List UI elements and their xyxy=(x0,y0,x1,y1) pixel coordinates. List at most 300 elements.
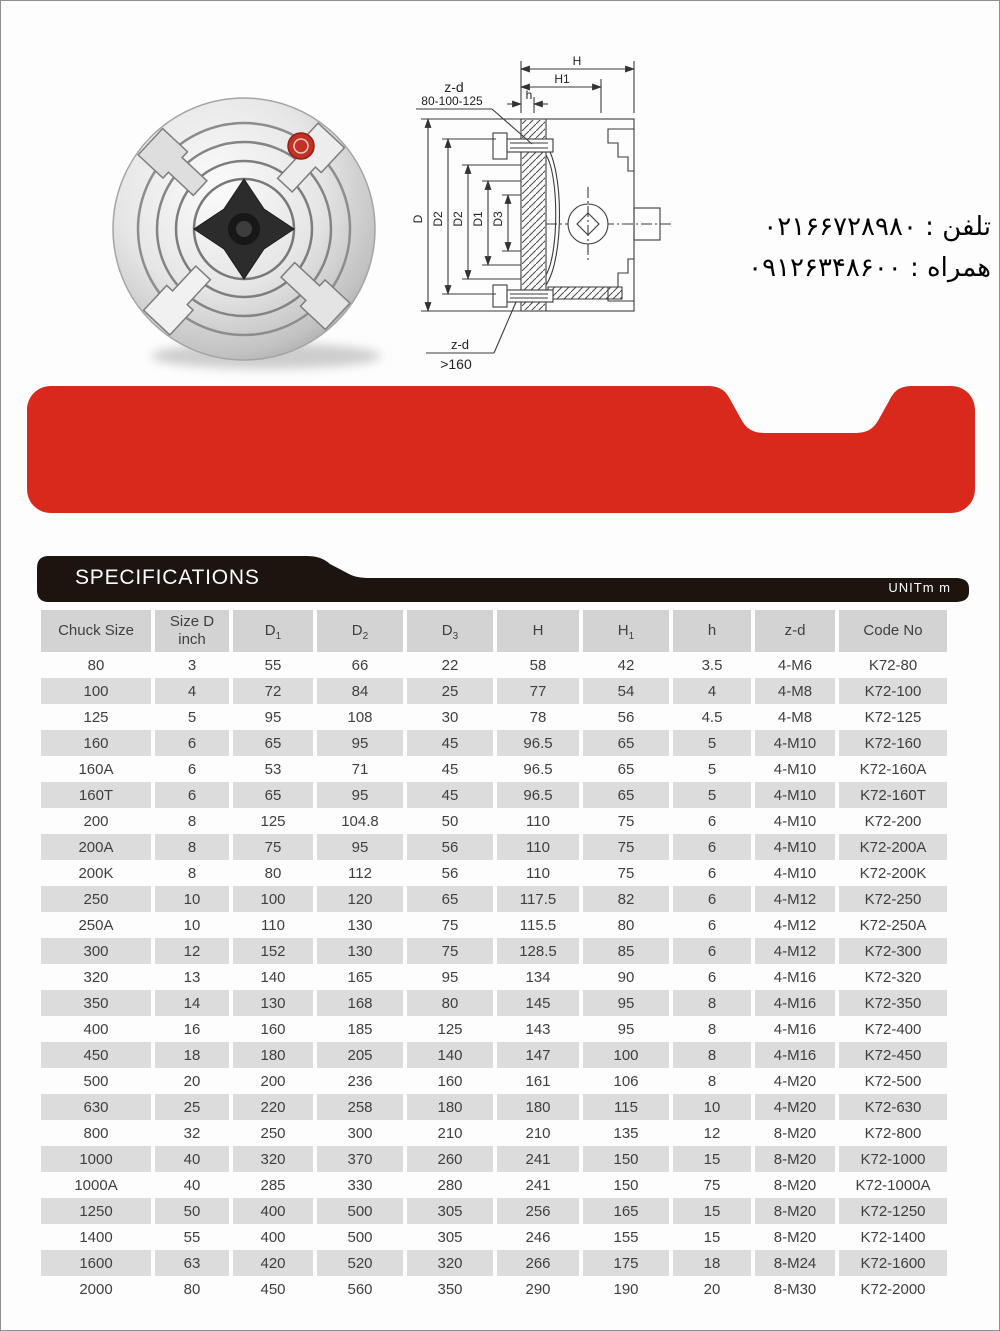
dim-label-D2b: D2 xyxy=(451,211,465,227)
table-cell: 250 xyxy=(260,1124,286,1142)
table-row xyxy=(41,782,947,808)
table-cell: 80 xyxy=(183,1280,201,1298)
table-cell: 330 xyxy=(347,1176,373,1194)
table-cell: 4-M20 xyxy=(773,1072,817,1090)
table-cell: 4-M10 xyxy=(773,864,817,882)
table-cell: 95 xyxy=(317,782,403,808)
table-row xyxy=(41,756,947,782)
table-row xyxy=(41,1016,947,1042)
table-cell: 65 xyxy=(233,730,313,756)
table-cell: 400 xyxy=(233,1198,313,1224)
table-cell: 50 xyxy=(155,1198,229,1224)
table-cell: 250 xyxy=(41,886,151,912)
table-cell: 4-M16 xyxy=(773,968,817,986)
spec-table-head-row xyxy=(41,610,947,652)
table-cell: 10 xyxy=(155,886,229,912)
table-cell: 168 xyxy=(317,990,403,1016)
table-cell: 63 xyxy=(155,1250,229,1276)
table-cell: 140 xyxy=(407,1042,493,1068)
table-cell: 220 xyxy=(233,1094,313,1120)
table-cell: 96.5 xyxy=(497,730,579,756)
table-cell: 500 xyxy=(83,1072,109,1090)
dim-label-D1: D1 xyxy=(471,211,485,227)
table-cell: 42 xyxy=(617,656,635,674)
table-cell: 165 xyxy=(583,1198,669,1224)
dim-label-H: H xyxy=(572,54,582,68)
table-cell: 150 xyxy=(583,1146,669,1172)
table-cell: 53 xyxy=(264,760,282,778)
table-cell: 4-M10 xyxy=(755,782,835,808)
table-cell: 12 xyxy=(703,1124,721,1142)
table-cell: 210 xyxy=(525,1124,551,1142)
table-cell: 110 xyxy=(261,916,285,934)
table-cell: 260 xyxy=(407,1146,493,1172)
column-header: $D_2$ xyxy=(317,610,403,652)
table-cell: K72-125 xyxy=(864,708,922,726)
table-cell: 180 xyxy=(233,1042,313,1068)
table-cell: K72-500 xyxy=(864,1072,922,1090)
table-cell: 400 xyxy=(83,1020,109,1038)
table-row xyxy=(41,912,947,938)
red-banner xyxy=(27,386,975,513)
table-cell: 108 xyxy=(347,708,373,726)
column-header: $D_3$ xyxy=(407,610,493,652)
table-cell: 4-M16 xyxy=(755,1042,835,1068)
table-cell: 165 xyxy=(347,968,373,986)
table-cell: 95 xyxy=(317,834,403,860)
dim-label-D2a: D2 xyxy=(431,211,445,227)
table-cell: 65 xyxy=(233,782,313,808)
table-row xyxy=(41,1224,947,1250)
table-cell: 140 xyxy=(260,968,286,986)
table-cell: 14 xyxy=(155,990,229,1016)
table-cell: 6 xyxy=(155,730,229,756)
table-cell: K72-1250 xyxy=(839,1198,947,1224)
table-cell: 13 xyxy=(183,968,201,986)
table-cell: 6 xyxy=(187,760,197,778)
table-cell: 110 xyxy=(526,864,550,882)
table-cell: 450 xyxy=(260,1280,286,1298)
table-row xyxy=(41,834,947,860)
red-banner-shape xyxy=(27,386,975,513)
table-cell: 75 xyxy=(583,834,669,860)
table-row xyxy=(41,808,947,834)
dim-label-zd-bottom: z-d xyxy=(450,337,470,352)
table-cell: 350 xyxy=(41,990,151,1016)
table-cell: 500 xyxy=(317,1198,403,1224)
column-header: $H_1$ xyxy=(583,610,669,652)
table-cell: K72-320 xyxy=(864,968,922,986)
table-cell: 8-M30 xyxy=(773,1280,817,1298)
table-cell: 143 xyxy=(525,1020,551,1038)
table-cell: 160 xyxy=(437,1072,463,1090)
table-cell: 58 xyxy=(529,656,547,674)
table-cell: 120 xyxy=(317,886,403,912)
table-cell: 320 xyxy=(83,968,109,986)
table-cell: 305 xyxy=(407,1198,493,1224)
column-header: $D_1$ xyxy=(233,610,313,652)
table-cell: 305 xyxy=(437,1228,463,1246)
table-cell: 236 xyxy=(347,1072,373,1090)
table-cell: 125 xyxy=(83,708,109,726)
table-cell: K72-1600 xyxy=(839,1250,947,1276)
table-cell: 520 xyxy=(317,1250,403,1276)
table-cell: 100 xyxy=(233,886,313,912)
table-cell: K72-160 xyxy=(839,730,947,756)
table-cell: 15 xyxy=(673,1146,751,1172)
table-cell: 125 xyxy=(260,812,286,830)
table-cell: 4 xyxy=(673,678,751,704)
table-row xyxy=(41,652,947,678)
table-cell: 1000 xyxy=(41,1146,151,1172)
table-cell: 4-M12 xyxy=(755,886,835,912)
dim-label-H1: H1 xyxy=(554,72,570,86)
table-cell: 8 xyxy=(673,1042,751,1068)
table-row xyxy=(41,938,947,964)
table-cell: 15 xyxy=(673,1198,751,1224)
table-cell: 258 xyxy=(317,1094,403,1120)
table-cell: 6 xyxy=(707,916,717,934)
mobile-line: همراه : ۰۹۱۲۶۳۴۸۶۰۰ xyxy=(748,253,991,283)
table-cell: 6 xyxy=(673,938,751,964)
table-cell: 300 xyxy=(41,938,151,964)
table-cell: 95 xyxy=(583,990,669,1016)
table-cell: 104.8 xyxy=(341,812,379,830)
table-cell: 100 xyxy=(583,1042,669,1068)
table-cell: 50 xyxy=(441,812,459,830)
table-cell: 160A xyxy=(78,760,114,778)
table-cell: 266 xyxy=(497,1250,579,1276)
table-cell: 6 xyxy=(155,782,229,808)
table-cell: 95 xyxy=(317,730,403,756)
column-header: Chuck Size xyxy=(41,610,151,652)
table-row xyxy=(41,678,947,704)
table-cell: 147 xyxy=(497,1042,579,1068)
table-cell: 65 xyxy=(407,886,493,912)
table-cell: 190 xyxy=(613,1280,639,1298)
table-cell: 125 xyxy=(437,1020,463,1038)
table-cell: 71 xyxy=(351,760,369,778)
table-cell: 450 xyxy=(41,1042,151,1068)
table-cell: 500 xyxy=(347,1228,373,1246)
table-cell: 205 xyxy=(317,1042,403,1068)
table-cell: 75 xyxy=(233,834,313,860)
table-cell: 6 xyxy=(707,812,717,830)
table-cell: 5 xyxy=(707,760,717,778)
table-cell: K72-2000 xyxy=(860,1280,926,1298)
table-cell: 8-M20 xyxy=(773,1228,817,1246)
table-cell: 152 xyxy=(233,938,313,964)
table-row xyxy=(41,1172,947,1198)
table-cell: 115 xyxy=(583,1094,669,1120)
column-header: H xyxy=(497,610,579,652)
table-cell: 18 xyxy=(673,1250,751,1276)
table-cell: 630 xyxy=(41,1094,151,1120)
table-cell: 160T xyxy=(41,782,151,808)
table-cell: 135 xyxy=(613,1124,639,1142)
table-cell: K72-200 xyxy=(864,812,922,830)
table-cell: 8 xyxy=(707,1072,717,1090)
table-cell: 80 xyxy=(617,916,635,934)
table-row xyxy=(41,1146,947,1172)
table-row xyxy=(41,1042,947,1068)
table-cell: 4-M16 xyxy=(755,990,835,1016)
column-header: Size D inch xyxy=(155,610,229,652)
table-cell: K72-250A xyxy=(859,916,927,934)
table-cell: 84 xyxy=(317,678,403,704)
table-cell: 110 xyxy=(526,812,550,830)
table-row xyxy=(41,1094,947,1120)
table-cell: 4-M10 xyxy=(773,760,817,778)
table-cell: K72-160T xyxy=(839,782,947,808)
table-cell: 560 xyxy=(347,1280,373,1298)
table-cell: 117.5 xyxy=(497,886,579,912)
table-cell: 3 xyxy=(187,656,197,674)
table-cell: 185 xyxy=(347,1020,373,1038)
table-cell: 56 xyxy=(617,708,635,726)
table-cell: 75 xyxy=(703,1176,721,1194)
table-cell: 4 xyxy=(155,678,229,704)
table-row xyxy=(41,1276,947,1302)
table-cell: 110 xyxy=(497,834,579,860)
table-cell: 5 xyxy=(673,782,751,808)
spec-table-wrap xyxy=(37,610,951,1302)
table-cell: 130 xyxy=(317,938,403,964)
column-header: Code No xyxy=(839,610,947,652)
dim-label-h: h xyxy=(525,88,533,102)
unit-label: UNITm m xyxy=(888,580,951,595)
table-cell: 130 xyxy=(233,990,313,1016)
table-cell: 4-M10 xyxy=(755,730,835,756)
table-cell: K72-1000A xyxy=(855,1176,931,1194)
table-cell: 8-M24 xyxy=(755,1250,835,1276)
table-cell: 112 xyxy=(348,864,372,882)
table-cell: 115.5 xyxy=(519,916,557,934)
chuck-photo-graphic xyxy=(96,83,396,383)
table-cell: 4-M6 xyxy=(777,656,813,674)
table-cell: 155 xyxy=(613,1228,639,1246)
table-cell: 8 xyxy=(707,1020,717,1038)
table-cell: 256 xyxy=(497,1198,579,1224)
table-cell: 65 xyxy=(583,782,669,808)
table-cell: 200K xyxy=(78,864,114,882)
table-cell: 8-M20 xyxy=(755,1146,835,1172)
table-row xyxy=(41,1068,947,1094)
table-cell: K72-630 xyxy=(839,1094,947,1120)
table-cell: 6 xyxy=(673,886,751,912)
table-cell: 1000A xyxy=(74,1176,118,1194)
table-cell: 12 xyxy=(155,938,229,964)
table-cell: 285 xyxy=(260,1176,286,1194)
table-cell: 4-M20 xyxy=(755,1094,835,1120)
table-cell: 65 xyxy=(583,730,669,756)
table-cell: 180 xyxy=(407,1094,493,1120)
table-cell: 300 xyxy=(347,1124,373,1142)
table-cell: K72-800 xyxy=(864,1124,922,1142)
table-cell: 78 xyxy=(529,708,547,726)
table-cell: 20 xyxy=(703,1280,721,1298)
spec-table-body xyxy=(41,652,947,1302)
table-cell: 30 xyxy=(441,708,459,726)
table-cell: 80 xyxy=(264,864,282,882)
table-cell: 134 xyxy=(525,968,551,986)
table-cell: 250A xyxy=(78,916,114,934)
table-row xyxy=(41,730,947,756)
table-cell: 96.5 xyxy=(523,760,553,778)
table-cell: 128.5 xyxy=(497,938,579,964)
table-cell: 8-M20 xyxy=(755,1198,835,1224)
table-cell: 75 xyxy=(407,938,493,964)
table-cell: 3.5 xyxy=(701,656,723,674)
dim-label-D3: D3 xyxy=(491,211,505,227)
table-cell: 4-M12 xyxy=(773,916,817,934)
table-cell: 320 xyxy=(233,1146,313,1172)
table-cell: 5 xyxy=(673,730,751,756)
table-cell: 77 xyxy=(497,678,579,704)
dim-label-D: D xyxy=(411,214,425,224)
table-cell: 40 xyxy=(155,1146,229,1172)
table-cell: 2000 xyxy=(79,1280,113,1298)
table-cell: 45 xyxy=(407,730,493,756)
table-cell: 1600 xyxy=(41,1250,151,1276)
table-row xyxy=(41,860,947,886)
table-cell: K72-100 xyxy=(839,678,947,704)
table-cell: K72-300 xyxy=(839,938,947,964)
brand-badge xyxy=(288,133,314,159)
table-cell: 280 xyxy=(437,1176,463,1194)
table-cell: 95 xyxy=(264,708,282,726)
table-cell: 40 xyxy=(183,1176,201,1194)
table-cell: 8 xyxy=(187,812,197,830)
table-cell: 25 xyxy=(407,678,493,704)
table-cell: 400 xyxy=(260,1228,286,1246)
table-cell: 8 xyxy=(155,834,229,860)
table-cell: 150 xyxy=(613,1176,639,1194)
table-cell: 800 xyxy=(83,1124,109,1142)
table-cell: K72-80 xyxy=(868,656,918,674)
table-cell: 72 xyxy=(233,678,313,704)
dim-label-zd-bottom-range: >160 xyxy=(440,356,472,372)
table-row xyxy=(41,1120,947,1146)
table-cell: 95 xyxy=(441,968,459,986)
table-cell: 4.5 xyxy=(701,708,723,726)
table-cell: 25 xyxy=(155,1094,229,1120)
table-row xyxy=(41,704,947,730)
table-cell: 66 xyxy=(351,656,369,674)
table-cell: 1250 xyxy=(41,1198,151,1224)
table-cell: 6 xyxy=(707,864,717,882)
table-cell: 320 xyxy=(407,1250,493,1276)
table-cell: 8 xyxy=(673,990,751,1016)
table-cell: 55 xyxy=(264,656,282,674)
table-row xyxy=(41,1198,947,1224)
specifications-title: SPECIFICATIONS xyxy=(75,566,260,589)
table-cell: 4-M10 xyxy=(773,812,817,830)
table-cell: 130 xyxy=(347,916,373,934)
table-cell: 80 xyxy=(87,656,105,674)
table-row xyxy=(41,990,947,1016)
table-cell: 10 xyxy=(673,1094,751,1120)
table-cell: 65 xyxy=(617,760,635,778)
table-cell: 8-M20 xyxy=(773,1124,817,1142)
spec-table xyxy=(37,610,951,1302)
table-cell: 32 xyxy=(183,1124,201,1142)
column-header: h xyxy=(673,610,751,652)
table-cell: 45 xyxy=(407,782,493,808)
table-cell: 4-M12 xyxy=(755,938,835,964)
table-cell: 100 xyxy=(41,678,151,704)
table-cell: 6 xyxy=(707,968,717,986)
table-cell: 20 xyxy=(183,1072,201,1090)
table-cell: K72-200A xyxy=(839,834,947,860)
table-cell: 175 xyxy=(583,1250,669,1276)
dim-label-zd-top-range: 80-100-125 xyxy=(421,94,483,108)
table-cell: 6 xyxy=(673,834,751,860)
table-cell: 45 xyxy=(441,760,459,778)
table-cell: 18 xyxy=(155,1042,229,1068)
table-cell: 200A xyxy=(41,834,151,860)
table-cell: 10 xyxy=(183,916,201,934)
table-cell: 180 xyxy=(497,1094,579,1120)
table-cell: 16 xyxy=(183,1020,201,1038)
table-cell: 54 xyxy=(583,678,669,704)
table-cell: 56 xyxy=(407,834,493,860)
table-cell: 200 xyxy=(83,812,109,830)
table-cell: 246 xyxy=(525,1228,551,1246)
table-cell: 85 xyxy=(583,938,669,964)
table-cell: 160 xyxy=(260,1020,286,1038)
table-cell: 8-M20 xyxy=(773,1176,817,1194)
table-cell: K72-160A xyxy=(859,760,927,778)
table-cell: 55 xyxy=(183,1228,201,1246)
table-cell: 56 xyxy=(441,864,459,882)
contact-info xyxy=(621,207,991,289)
table-cell: 161 xyxy=(525,1072,551,1090)
table-cell: 4-M10 xyxy=(755,834,835,860)
table-cell: 90 xyxy=(617,968,635,986)
table-cell: K72-250 xyxy=(839,886,947,912)
table-row xyxy=(41,964,947,990)
table-cell: 106 xyxy=(613,1072,639,1090)
table-cell: 80 xyxy=(407,990,493,1016)
table-cell: 200 xyxy=(260,1072,286,1090)
table-cell: 370 xyxy=(317,1146,403,1172)
table-cell: 241 xyxy=(525,1176,551,1194)
table-cell: 4-M16 xyxy=(773,1020,817,1038)
table-row xyxy=(41,886,947,912)
table-cell: 210 xyxy=(437,1124,463,1142)
table-cell: 1400 xyxy=(79,1228,113,1246)
table-cell: K72-350 xyxy=(839,990,947,1016)
table-cell: 290 xyxy=(525,1280,551,1298)
table-row xyxy=(41,1250,947,1276)
table-cell: K72-1000 xyxy=(839,1146,947,1172)
table-cell: K72-1400 xyxy=(860,1228,926,1246)
column-header: z-d xyxy=(755,610,835,652)
table-cell: 15 xyxy=(703,1228,721,1246)
chuck-product-photo xyxy=(96,83,396,383)
table-cell: 241 xyxy=(497,1146,579,1172)
table-cell: 160 xyxy=(41,730,151,756)
table-cell: K72-450 xyxy=(839,1042,947,1068)
table-cell: 145 xyxy=(497,990,579,1016)
table-cell: 4-M8 xyxy=(755,678,835,704)
table-cell: 350 xyxy=(437,1280,463,1298)
table-cell: 420 xyxy=(233,1250,313,1276)
table-cell: 4-M8 xyxy=(777,708,813,726)
table-cell: 22 xyxy=(441,656,459,674)
table-cell: 8 xyxy=(187,864,197,882)
